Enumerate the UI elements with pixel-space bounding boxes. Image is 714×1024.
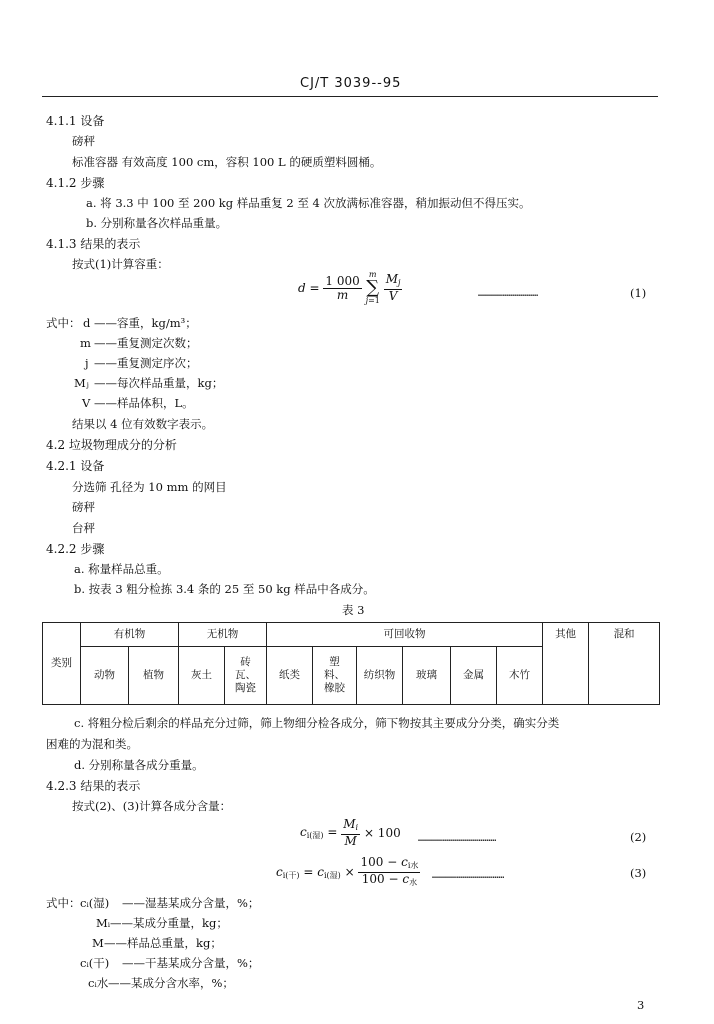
table-group-header: 其他 (543, 623, 589, 705)
definition-symbol: cᵢ水 (88, 976, 109, 990)
definition-symbol: cᵢ(干) (80, 956, 110, 970)
definition-symbol: d (83, 316, 91, 330)
header-rule (42, 96, 658, 97)
formula-intro: 按式(1)计算容重： (72, 257, 169, 271)
table-3 (42, 622, 660, 705)
table-group-header: 混和 (589, 623, 660, 705)
table-item: 砖瓦、陶瓷 (225, 647, 267, 705)
definition-text: ——重复测定序次； (94, 356, 198, 370)
step-d: d. 分别称量各成分重量。 (74, 758, 204, 772)
definition-symbol: M (92, 936, 104, 950)
equation-3: $c_{i(干)} = c_{i(湿)}$ × $\frac{100 - c_{i水}}{100 - c_水}$ (276, 855, 419, 887)
table-item: 动物 (81, 647, 129, 705)
section-4-1-1-title: 4.1.1 设备 (46, 114, 105, 128)
definition-text: ——湿基某成分含量，%； (122, 896, 260, 910)
equipment-item: 磅秤 (72, 134, 95, 148)
table-row-header: 类别 (43, 623, 81, 705)
definition-symbol: Mᵢ (96, 916, 111, 930)
section-4-2-2-title: 4.2.2 步骤 (46, 542, 105, 556)
table-item: 金属 (451, 647, 497, 705)
step-c-continued: 困难的为混和类。 (46, 737, 138, 751)
definition-text: ——重复测定次数； (94, 336, 198, 350)
equation-3-leader: ……………………………… (432, 870, 505, 881)
table-item: 灰土 (179, 647, 225, 705)
definition-symbol: cᵢ(湿) (80, 896, 110, 910)
table-item: 纺织物 (357, 647, 403, 705)
equation-1: d = $\frac{1 000}{m}$ m ∑ j=1 $\frac{M_j}{V}$ (298, 270, 401, 305)
section-4-2-3-title: 4.2.3 结果的表示 (46, 779, 141, 793)
equipment-item: 磅秤 (72, 500, 95, 514)
table-group-header: 有机物 (81, 623, 179, 647)
equipment-item: 标准容器 有效高度 100 cm，容积 100 L 的硬质塑料圆桶。 (72, 155, 382, 169)
section-4-2-title: 4.2 垃圾物理成分的分析 (46, 438, 177, 452)
step-c: c. 将粗分检后剩余的样品充分过筛，筛上物细分检各成分，筛下物按其主要成分分类，确实分类 (74, 716, 560, 730)
section-4-2-1-title: 4.2.1 设备 (46, 459, 105, 473)
definition-text: ——样品体积，L。 (94, 396, 194, 410)
step-b: b. 按表 3 粗分检拣 3.4 条的 25 至 50 kg 样品中各成分。 (74, 582, 375, 596)
step-a: a. 称量样品总重。 (74, 562, 169, 576)
definition-text: ——干基某成分含量，%； (122, 956, 260, 970)
table-item: 植物 (129, 647, 179, 705)
equipment-item: 分选筛 孔径为 10 mm 的网目 (72, 480, 227, 494)
formula-intro: 按式(2)、(3)计算各成分含量： (72, 799, 232, 813)
equipment-item: 台秤 (72, 521, 95, 535)
step-a: a. 将 3.3 中 100 至 200 kg 样品重复 2 至 4 次放满标准容器，稍加振动但不得压实。 (86, 196, 531, 210)
definition-text: ——某成分重量，kg； (110, 916, 228, 930)
equation-2-number: (2) (630, 830, 647, 844)
definition-text: ——每次样品重量，kg； (94, 376, 224, 390)
table-item: 木竹 (497, 647, 543, 705)
step-b: b. 分别称量各次样品重量。 (86, 216, 228, 230)
document-number: CJ/T 3039--95 (300, 76, 402, 91)
section-4-1-2-title: 4.1.2 步骤 (46, 176, 105, 190)
equation-1-leader: ………………………… (478, 288, 539, 299)
equation-3-number: (3) (630, 866, 647, 880)
result-note: 结果以 4 位有效数字表示。 (72, 417, 214, 431)
definition-symbol: V (82, 396, 91, 410)
table-caption: 表 3 (342, 603, 365, 617)
equation-1-number: (1) (630, 286, 647, 300)
table-item: 玻璃 (403, 647, 451, 705)
page-number: 3 (637, 998, 645, 1012)
definition-text: ——样品总重量，kg； (104, 936, 222, 950)
table-group-header: 可回收物 (267, 623, 543, 647)
where-label: 式中： (46, 896, 81, 910)
definition-text: ——容重，kg/m³； (94, 316, 197, 330)
definition-symbol: m (80, 336, 91, 350)
definition-symbol: Mⱼ (74, 376, 89, 390)
table-group-header: 无机物 (179, 623, 267, 647)
equation-2: $c_{i(湿)}$ = $\frac{M_i}{M}$ × 100 (300, 817, 401, 848)
where-label: 式中： (46, 316, 81, 330)
section-4-1-3-title: 4.1.3 结果的表示 (46, 237, 141, 251)
table-item: 纸类 (267, 647, 313, 705)
table-item: 塑料、橡胶 (313, 647, 357, 705)
definition-symbol: j (85, 356, 89, 370)
equation-2-leader: ………………………………… (418, 833, 497, 844)
definition-text: ——某成分含水率，%； (108, 976, 234, 990)
